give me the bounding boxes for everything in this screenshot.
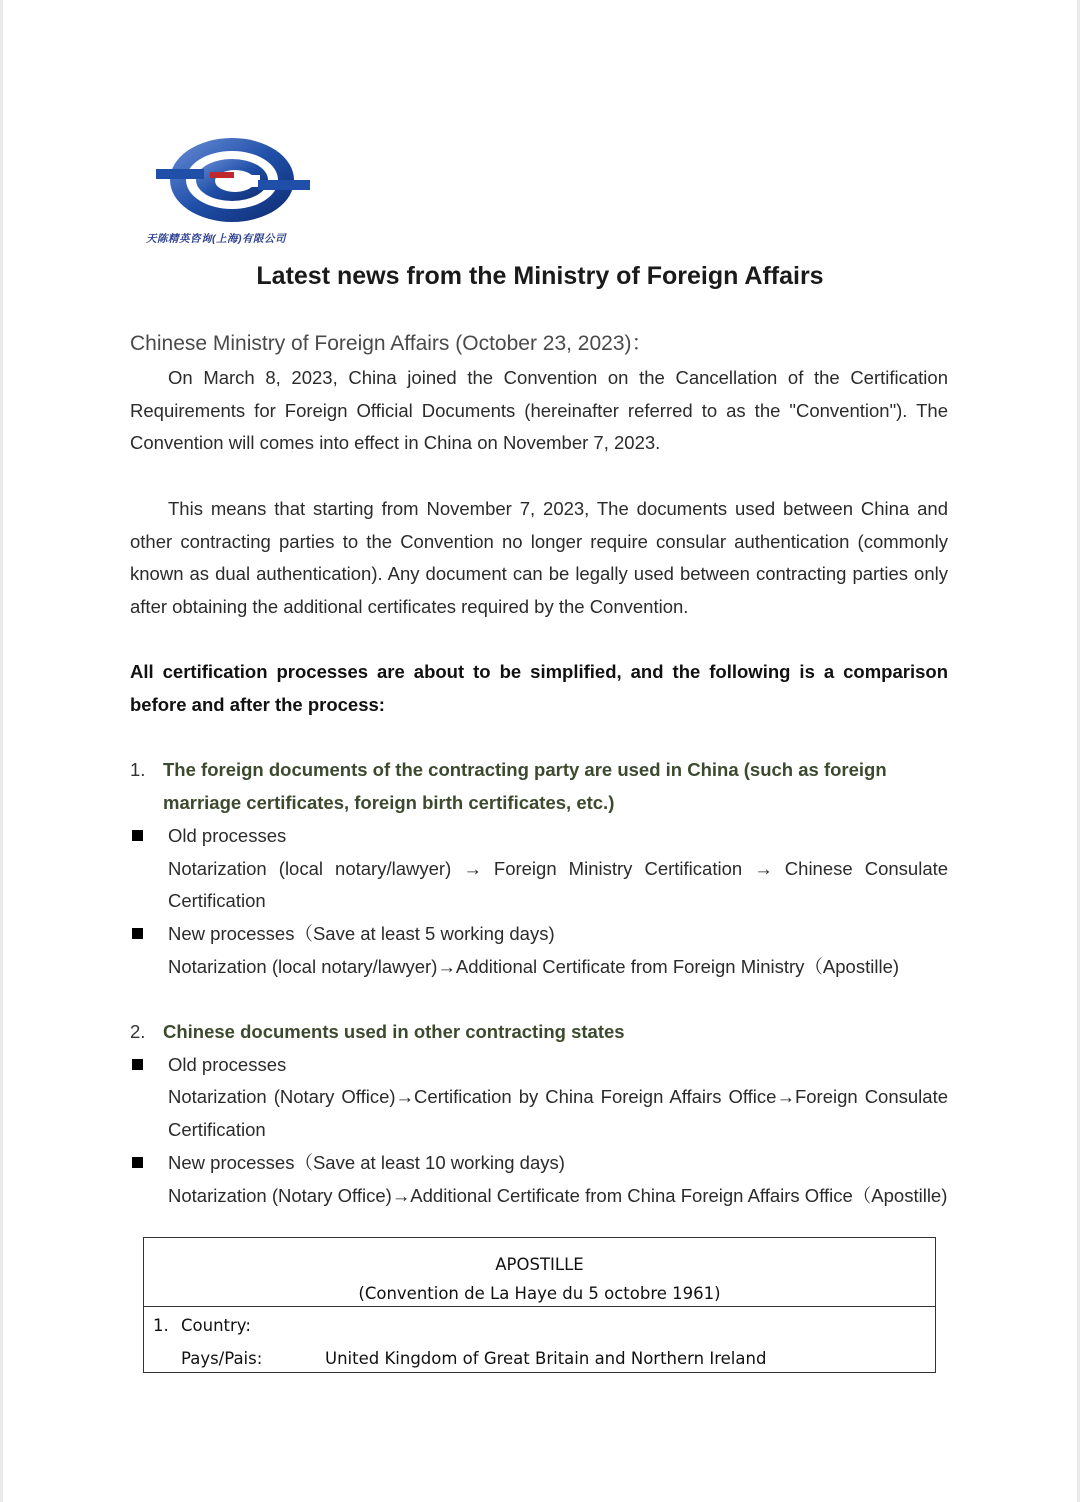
square-bullet-icon [130,820,168,853]
new-process-label: New processes（Save at least 5 working days) [168,922,555,944]
section-1-new-bullet [130,918,948,951]
flow-step: Chinese Consulate Certification [168,857,949,912]
section-number: 2. [130,1021,146,1042]
section-1-old-flow [168,853,948,918]
section-2-old-bullet [130,1049,948,1082]
comparison-intro: All certification processes are about to be simplified, and the following is a comparison before and after the process: [130,661,948,715]
section-2-new-flow [168,1180,948,1213]
section-1-new-flow [168,951,948,984]
square-bullet-icon [130,1147,168,1180]
section-heading-text: The foreign documents of the contracting party are used in China (such as foreign marriage certificates, foreign birth certificates, etc.) [163,759,887,814]
intro-paragraph-2: This means that starting from November 7, 2023, The documents used between China and other contracting parties to the Convention no longer require consular authentication (commonly known as dual authentication). Any document can be legally used between contracting parties only after obtaining the additional certificates required by the Convention. [130,497,948,617]
apostille-certificate-excerpt [143,1237,936,1373]
square-bullet-icon [130,1049,168,1082]
flow-step: Notarization (local notary/lawyer) [168,955,438,977]
flow-step: Foreign Ministry Certification [493,857,743,879]
ministry-subheading: Chinese Ministry of Foreign Affairs (October 23, 2023)： [130,332,653,355]
arrow-right-icon: → [391,1184,411,1206]
intro-paragraph-1: On March 8, 2023, China joined the Convention on the Cancellation of the Certification Requirements for Foreign Official Documents (hereinafter referred to as the "Convention"). The Convention will comes into effect in China on November 7, 2023. [130,367,948,454]
flow-step: Additional Certificate from Foreign Ministry（Apostille) [455,955,900,977]
arrow-right-icon: → [754,857,773,879]
arrow-right-icon: → [437,955,456,977]
country-value: United Kingdom of Great Britain and Northern Ireland [325,1349,767,1368]
arrow-right-icon: → [395,1086,415,1108]
flow-step: Foreign Consulate Certification [168,1086,948,1141]
logo-caption: 天陈精英咨询(上海)有限公司 [146,233,286,245]
section-1-old-bullet [130,820,948,853]
section-number: 1. [130,759,146,781]
row-number: 1. [153,1316,169,1335]
section-1-heading [130,754,948,819]
flow-step: Notarization (local notary/lawyer) [168,857,452,879]
page-title: Latest news from the Ministry of Foreign Affairs [256,262,824,290]
section-2-heading [130,1016,948,1049]
page-left-edge [0,0,3,1502]
section-heading-text: Chinese documents used in other contracting states [163,1021,625,1042]
flow-step: Certification by China Foreign Affairs Office [414,1086,777,1108]
flow-step: Notarization (Notary Office) [168,1086,396,1108]
apostille-row-country [153,1316,251,1335]
flow-step: Notarization (Notary Office) [168,1184,392,1206]
arrow-right-icon: → [776,1086,795,1108]
arrow-right-icon: → [463,857,482,879]
apostille-row-pays [181,1349,766,1368]
row-label: Country: [181,1316,251,1335]
new-process-label: New processes（Save at least 10 working days) [168,1151,565,1173]
flow-step: Additional Certificate from China Foreign Affairs Office（Apostille) [410,1184,948,1206]
apostille-subtitle: (Convention de La Haye du 5 octobre 1961) [358,1284,721,1303]
old-process-label: Old processes [168,824,287,846]
square-bullet-icon [130,918,168,951]
apostille-header [144,1238,935,1307]
apostille-title: APOSTILLE [495,1255,584,1274]
row-sub-label: Pays/Pais: [181,1349,263,1368]
document-body [130,326,948,1212]
section-2-new-bullet [130,1147,948,1180]
section-2-old-flow [168,1081,948,1146]
old-process-label: Old processes [168,1053,287,1075]
